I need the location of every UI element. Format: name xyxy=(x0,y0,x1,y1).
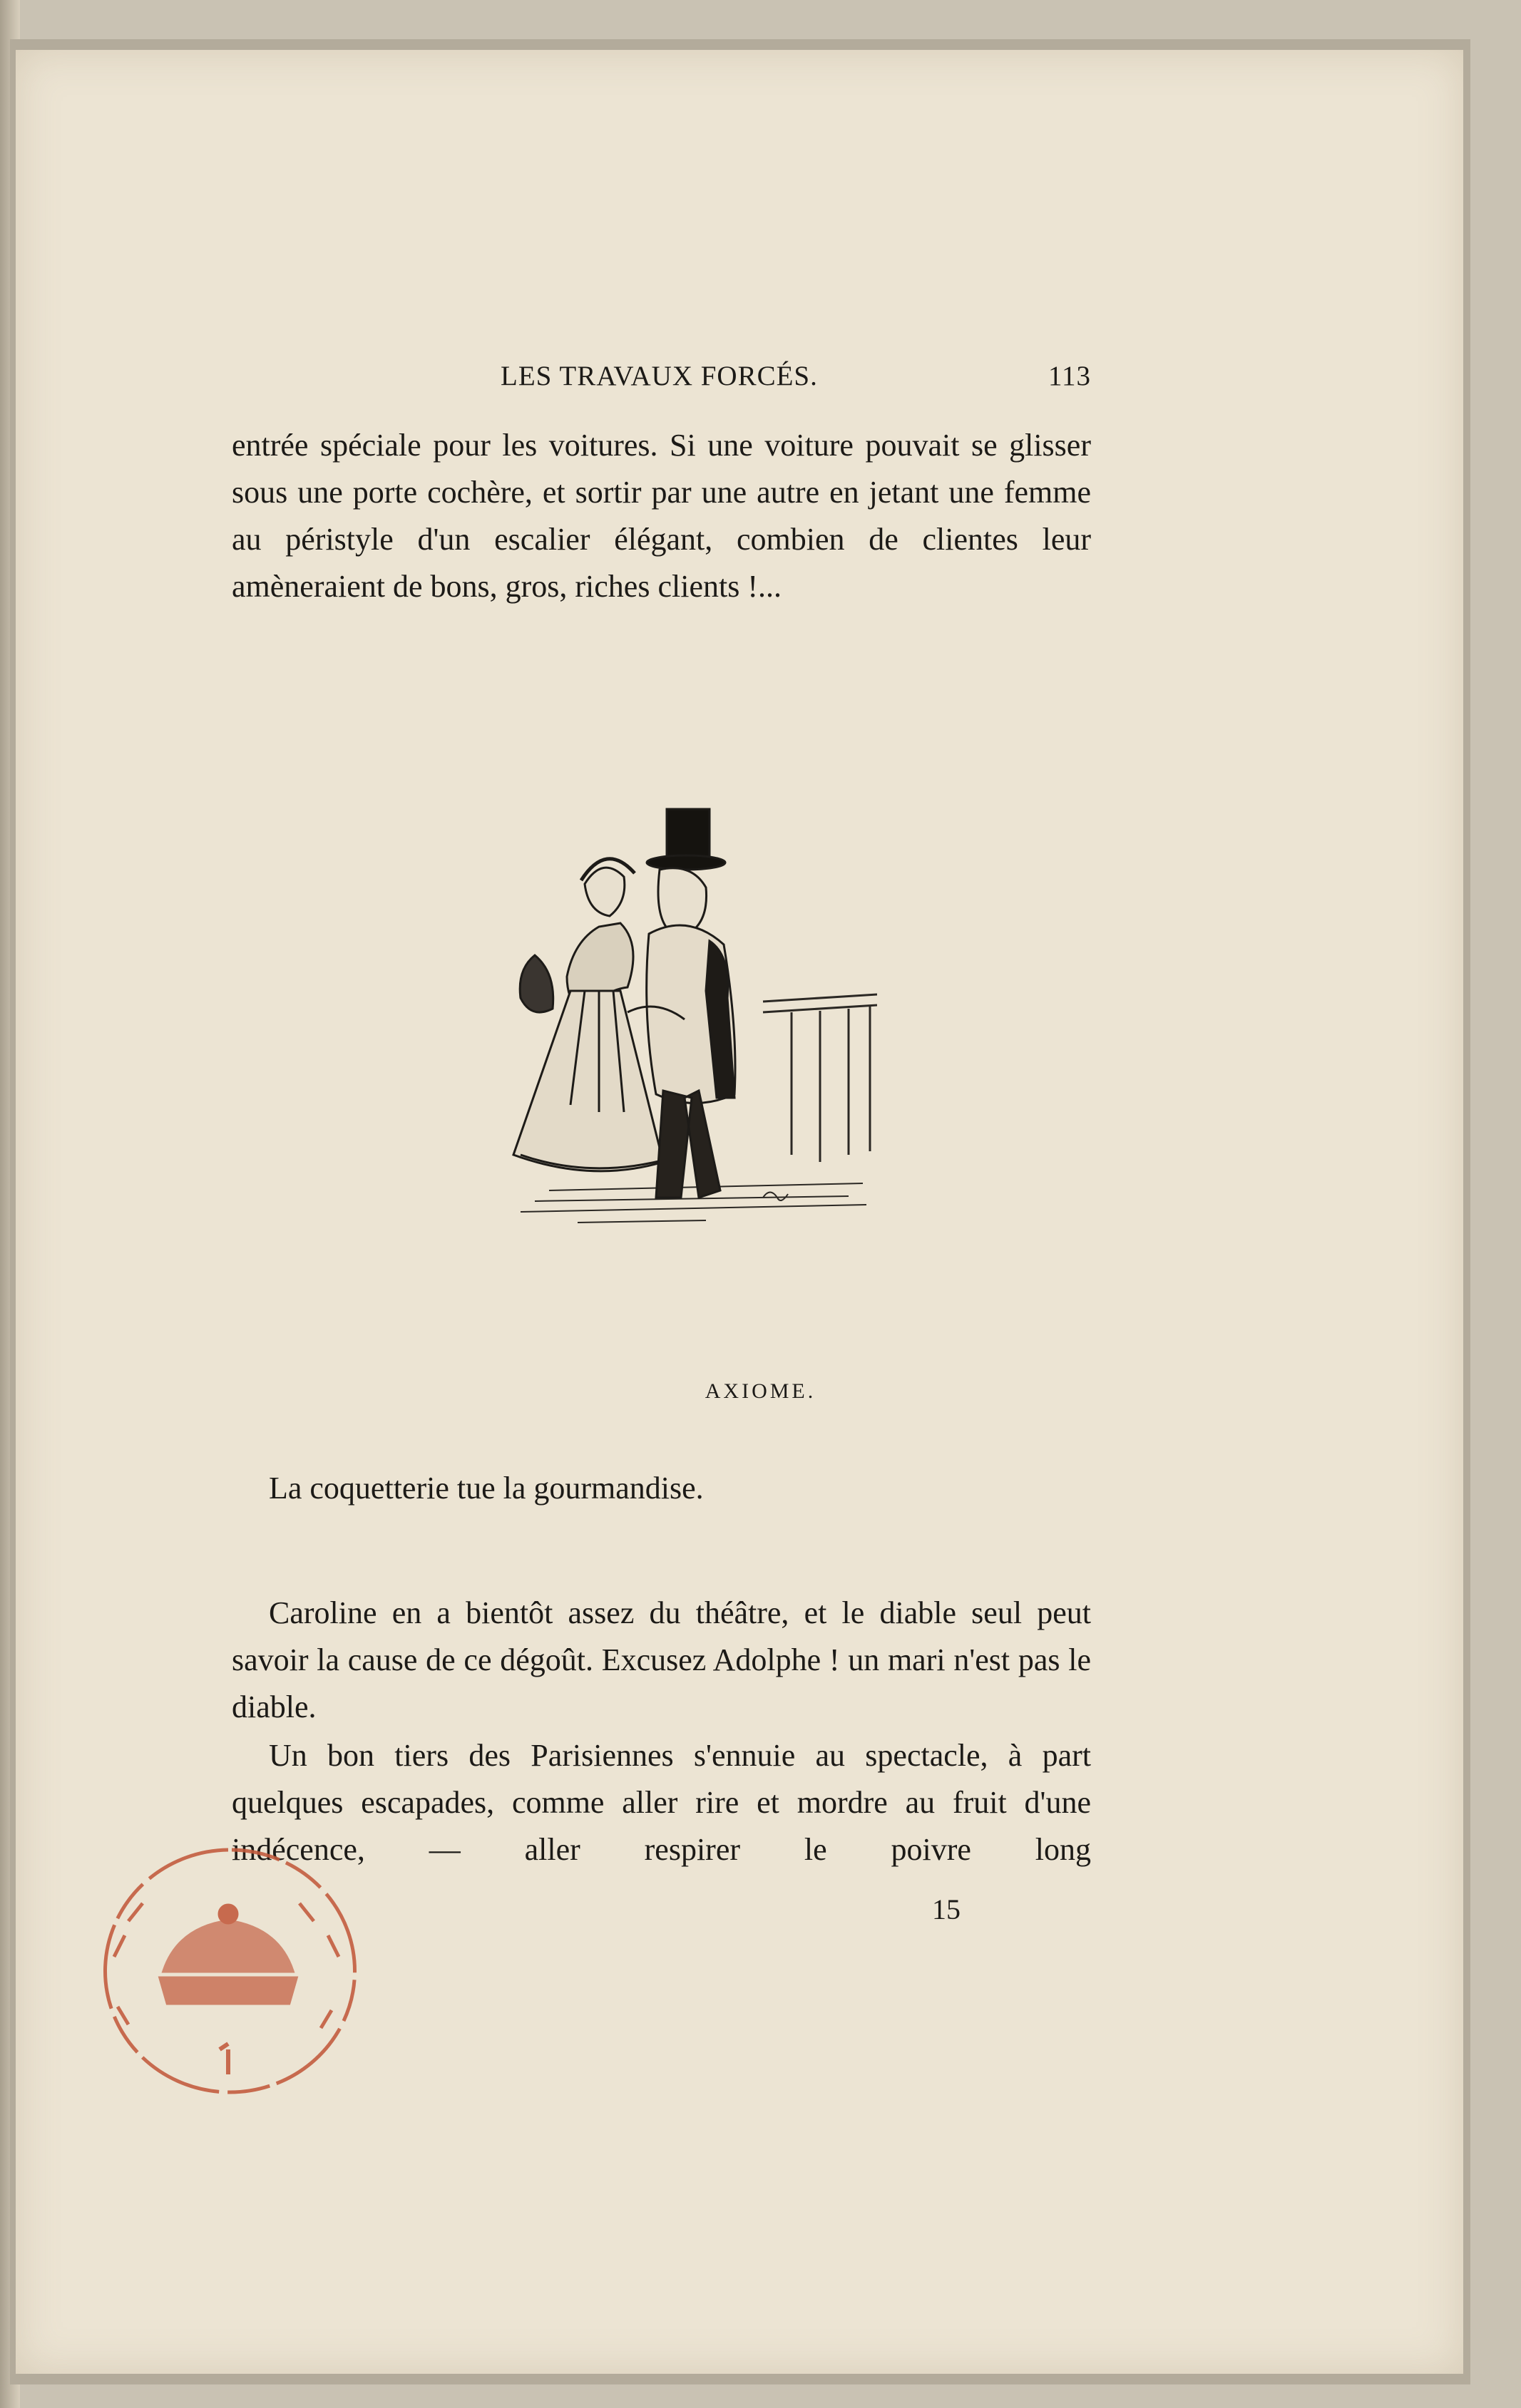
ground-shading xyxy=(521,1183,866,1223)
paragraph-parisiennes: Un bon tiers des Parisiennes s'ennuie au spectacle, à part quelques escapades, comme aller rire et mordre au fruit d'une indécence, — aller respirer le poivre long xyxy=(232,1738,1091,1867)
engraving-illustration xyxy=(492,756,877,1255)
page-number: 113 xyxy=(1048,361,1091,391)
axiom-paragraph: La coquetterie tue la gourmandise. xyxy=(269,1471,704,1506)
figure-caption: AXIOME. xyxy=(705,1379,816,1403)
paragraph-continuation: entrée spéciale pour les voitures. Si une voiture pouvait se glisser sous une porte cochère, et sortir par une autre en jetant une femme au péristyle d'un escalier élégant, combien de clientes leur amèneraient de bons, gros, riches clients !... xyxy=(232,428,1091,604)
stamp-seal xyxy=(106,1850,355,2092)
balustrade xyxy=(763,994,877,1162)
paragraph-caroline: Caroline en a bientôt assez du théâtre, et le diable seul peut savoir la cause de ce dégoût. Excusez Adolphe ! un mari n'est pas le diable. xyxy=(232,1595,1091,1724)
running-header xyxy=(232,360,1091,403)
running-title: LES TRAVAUX FORCÉS. xyxy=(501,361,818,391)
signature-mark: 15 xyxy=(932,1893,961,1925)
artist-signature xyxy=(763,1193,788,1201)
library-stamp xyxy=(86,1836,371,2114)
